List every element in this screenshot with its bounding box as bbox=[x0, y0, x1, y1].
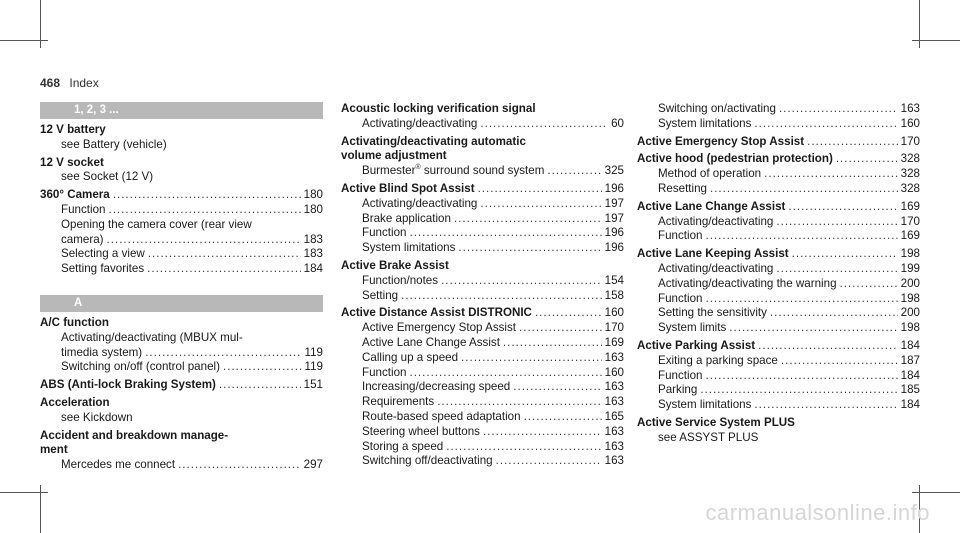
dot-leader bbox=[219, 378, 301, 393]
sub-entry[interactable] bbox=[40, 458, 323, 473]
dot-leader bbox=[705, 292, 897, 307]
index-entry bbox=[341, 135, 624, 179]
entry-heading-text: Active Lane Change Assist bbox=[637, 199, 786, 213]
sub-entry-text: Function bbox=[362, 365, 407, 379]
page-ref[interactable]: 198 bbox=[900, 321, 920, 335]
dot-leader bbox=[524, 410, 602, 425]
page-ref[interactable]: 187 bbox=[900, 353, 920, 367]
sub-entry[interactable] bbox=[341, 380, 624, 395]
entry-heading[interactable] bbox=[637, 339, 920, 354]
entry-heading[interactable] bbox=[637, 247, 920, 262]
page-ref[interactable]: 60 bbox=[611, 116, 624, 130]
sub-entry-text: Function/notes bbox=[362, 273, 439, 287]
page-ref[interactable]: 163 bbox=[604, 454, 624, 468]
sub-entry[interactable] bbox=[341, 336, 624, 351]
dot-leader bbox=[148, 247, 301, 262]
sub-entry[interactable] bbox=[637, 167, 920, 182]
sub-entry-text: System limits bbox=[658, 321, 727, 335]
page-ref[interactable]: 170 bbox=[900, 214, 920, 228]
dot-leader bbox=[108, 203, 300, 218]
page-ref[interactable]: 170 bbox=[900, 134, 920, 148]
entry-heading[interactable] bbox=[40, 123, 323, 138]
sub-entry-text: Route-based speed adaptation bbox=[362, 409, 521, 423]
sub-entry[interactable] bbox=[341, 212, 624, 227]
page-ref[interactable]: 119 bbox=[304, 345, 323, 359]
sub-entry-text: Switching on/off (control panel) bbox=[61, 360, 220, 374]
page-ref[interactable]: 197 bbox=[604, 196, 624, 210]
sub-entry[interactable] bbox=[341, 425, 624, 440]
index-entry bbox=[40, 429, 323, 473]
sub-entry-cont-text: timedia system) bbox=[61, 345, 143, 359]
registered-mark: ® bbox=[415, 164, 421, 172]
dot-leader bbox=[779, 102, 898, 117]
sub-entry-text: Switching on/activating bbox=[658, 102, 776, 115]
sub-entry-text: Setting bbox=[362, 288, 399, 302]
page-ref[interactable]: 119 bbox=[304, 360, 323, 374]
entry-heading-cont-text: volume adjustment bbox=[341, 149, 447, 163]
sub-entry-text-rest: surround sound system bbox=[420, 164, 545, 178]
dot-leader bbox=[754, 117, 897, 132]
sub-entry[interactable] bbox=[637, 383, 920, 398]
dot-leader bbox=[441, 274, 602, 289]
dot-leader bbox=[700, 383, 897, 398]
page-ref[interactable]: 180 bbox=[303, 188, 323, 202]
page-ref[interactable]: 184 bbox=[303, 262, 323, 276]
dot-leader bbox=[788, 200, 897, 215]
page-ref[interactable]: 163 bbox=[604, 424, 624, 438]
sub-entry-text: Storing a speed bbox=[362, 439, 444, 453]
dot-leader bbox=[480, 197, 601, 212]
dot-leader bbox=[483, 425, 602, 440]
dot-leader bbox=[480, 117, 608, 132]
sub-entry[interactable] bbox=[637, 117, 920, 132]
index-entry bbox=[341, 306, 624, 469]
crop-mark bbox=[0, 40, 48, 41]
dot-leader bbox=[145, 346, 301, 361]
dot-leader bbox=[478, 182, 602, 197]
page-ref[interactable]: 169 bbox=[900, 229, 920, 243]
entry-heading-cont-text: ment bbox=[40, 443, 68, 457]
sub-entry[interactable] bbox=[637, 277, 920, 292]
dot-leader bbox=[705, 229, 897, 244]
sub-entry-text: see ASSYST PLUS bbox=[658, 430, 759, 444]
page-ref[interactable]: 200 bbox=[900, 276, 920, 290]
page-ref[interactable]: 328 bbox=[900, 167, 920, 181]
sub-entry-text: Setting favorites bbox=[61, 262, 145, 276]
page-ref[interactable]: 163 bbox=[604, 350, 624, 364]
page-header bbox=[40, 76, 99, 90]
dot-leader bbox=[446, 440, 601, 455]
index-entry bbox=[637, 102, 920, 132]
entry-heading[interactable] bbox=[40, 188, 323, 203]
entry-heading-text: ABS (Anti-lock Braking System) bbox=[40, 378, 216, 392]
dot-leader bbox=[496, 454, 602, 469]
sub-entry-text: Activating/deactivating bbox=[658, 214, 774, 228]
dot-leader bbox=[535, 306, 602, 321]
entry-heading[interactable] bbox=[341, 259, 624, 274]
page-number: 468 bbox=[40, 76, 61, 90]
page-ref[interactable]: 163 bbox=[900, 102, 920, 115]
sub-entry[interactable]: Opening the camera cover (rear view bbox=[61, 217, 252, 231]
sub-entry-text: System limitations bbox=[362, 241, 456, 255]
sub-entry[interactable] bbox=[341, 410, 624, 425]
page-ref[interactable]: 160 bbox=[900, 116, 920, 130]
sub-entry[interactable] bbox=[341, 226, 624, 241]
dot-leader bbox=[792, 247, 898, 262]
entry-heading-cont[interactable] bbox=[341, 149, 624, 164]
page-ref[interactable]: 325 bbox=[604, 164, 624, 178]
index-entry bbox=[40, 123, 323, 153]
page-ref[interactable]: 154 bbox=[604, 273, 624, 287]
sub-entry[interactable] bbox=[637, 182, 920, 197]
entry-heading-text: 12 V battery bbox=[40, 123, 106, 136]
page-ref[interactable]: 185 bbox=[900, 383, 920, 397]
entry-heading-text: Active Lane Keeping Assist bbox=[637, 247, 789, 261]
page-ref[interactable]: 196 bbox=[604, 226, 624, 240]
dot-leader bbox=[754, 398, 897, 413]
page-ref[interactable]: 151 bbox=[303, 378, 323, 392]
dot-leader bbox=[458, 241, 601, 256]
entry-heading-text: 12 V socket bbox=[40, 155, 104, 169]
sub-entry[interactable] bbox=[637, 398, 920, 413]
dot-leader bbox=[147, 262, 301, 277]
dot-leader bbox=[401, 289, 602, 304]
dot-leader bbox=[705, 369, 897, 384]
entry-heading[interactable] bbox=[40, 378, 323, 393]
dot-leader bbox=[113, 188, 301, 203]
sub-entry[interactable] bbox=[637, 102, 920, 117]
entry-heading-text: Acoustic locking verification signal bbox=[341, 102, 536, 115]
page-ref[interactable]: 163 bbox=[604, 395, 624, 409]
page-ref[interactable]: 160 bbox=[604, 306, 624, 320]
dot-leader bbox=[836, 152, 898, 167]
entry-heading: Activating/deactivating automatic bbox=[341, 134, 526, 148]
page-ref[interactable]: 196 bbox=[604, 241, 624, 255]
crop-mark bbox=[0, 492, 48, 493]
page-ref[interactable]: 184 bbox=[900, 398, 920, 412]
index-entry bbox=[637, 152, 920, 196]
sub-entry-text: Function bbox=[61, 202, 106, 216]
page-ref[interactable]: 184 bbox=[900, 338, 920, 352]
sub-entry-text: System limitations bbox=[658, 398, 752, 412]
dot-leader bbox=[503, 336, 602, 351]
sub-entry[interactable] bbox=[637, 215, 920, 230]
index-entry bbox=[40, 378, 323, 393]
index-column-1 bbox=[40, 102, 323, 476]
index-column-2 bbox=[341, 102, 624, 472]
page-ref[interactable]: 196 bbox=[604, 181, 624, 195]
page-ref[interactable]: 200 bbox=[900, 306, 920, 320]
page-ref[interactable]: 170 bbox=[604, 321, 624, 335]
entry-heading-text: Active Emergency Stop Assist bbox=[637, 134, 805, 148]
sub-entry[interactable] bbox=[637, 262, 920, 277]
dot-leader bbox=[107, 233, 301, 248]
page-ref[interactable]: 297 bbox=[303, 458, 323, 472]
crop-mark bbox=[912, 492, 960, 493]
sub-entry-text: see Battery (vehicle) bbox=[61, 137, 167, 151]
sub-entry[interactable] bbox=[637, 229, 920, 244]
section-title: Index bbox=[69, 76, 99, 90]
sub-entry-text: Activating/deactivating bbox=[362, 196, 478, 210]
watermark: carmanualsonline.info bbox=[705, 500, 930, 525]
entry-heading-text: Active Service System PLUS bbox=[637, 415, 795, 429]
dot-leader bbox=[781, 354, 898, 369]
sub-entry[interactable] bbox=[341, 164, 624, 179]
entry-heading[interactable] bbox=[341, 102, 624, 117]
sub-entry-text: Activating/deactivating bbox=[658, 261, 774, 275]
index-entry bbox=[637, 135, 920, 150]
index-entry bbox=[637, 339, 920, 413]
sub-entry[interactable] bbox=[637, 369, 920, 384]
crop-mark bbox=[912, 40, 960, 41]
sub-entry-text: Switching off/deactivating bbox=[362, 454, 493, 468]
dot-leader bbox=[437, 395, 601, 410]
sub-entry[interactable]: Activating/deactivating (MBUX mul- bbox=[61, 330, 243, 344]
entry-heading-text: Active Parking Assist bbox=[637, 338, 756, 352]
page-ref[interactable]: 328 bbox=[900, 181, 920, 195]
dot-leader bbox=[461, 351, 602, 366]
entry-heading: Accident and breakdown manage- bbox=[40, 428, 229, 442]
sub-entry-text: Activating/deactivating bbox=[362, 116, 478, 130]
index-entry bbox=[637, 200, 920, 244]
dot-leader bbox=[807, 135, 898, 150]
entry-heading-text: 360° Camera bbox=[40, 188, 110, 202]
index-entry bbox=[341, 182, 624, 256]
sub-entry[interactable] bbox=[341, 197, 624, 212]
sub-entry[interactable] bbox=[40, 360, 323, 375]
index-entry bbox=[40, 396, 323, 426]
sub-entry-text: Burmester® surround sound system bbox=[362, 164, 545, 178]
dot-leader bbox=[409, 226, 601, 241]
sub-entry-cont[interactable] bbox=[40, 346, 323, 361]
sub-entry-text: see Socket (12 V) bbox=[61, 170, 154, 184]
page-ref[interactable]: 198 bbox=[900, 247, 920, 261]
page-ref[interactable]: 328 bbox=[900, 152, 920, 166]
sub-entry-text: Requirements bbox=[362, 395, 435, 409]
sub-entry-text: Method of operation bbox=[658, 167, 762, 181]
entry-heading-text: Active Blind Spot Assist bbox=[341, 181, 475, 195]
page-ref[interactable]: 158 bbox=[604, 288, 624, 302]
index-entry bbox=[40, 316, 323, 375]
sub-entry-text: Increasing/decreasing speed bbox=[362, 380, 511, 394]
sub-entry-cont-text: camera) bbox=[61, 232, 104, 246]
page-ref[interactable]: 163 bbox=[604, 439, 624, 453]
dot-leader bbox=[513, 380, 601, 395]
letter-heading: A bbox=[40, 295, 323, 312]
dot-leader bbox=[519, 321, 602, 336]
page-ref[interactable]: 160 bbox=[604, 365, 624, 379]
sub-entry[interactable] bbox=[40, 411, 323, 426]
sub-entry-text: Brake application bbox=[362, 211, 451, 225]
entry-heading-text: A/C function bbox=[40, 315, 109, 329]
entry-heading[interactable] bbox=[637, 200, 920, 215]
page-ref[interactable]: 165 bbox=[604, 409, 624, 423]
page-ref[interactable]: 183 bbox=[303, 232, 323, 246]
sub-entry[interactable] bbox=[341, 241, 624, 256]
entry-heading-text: Active Brake Assist bbox=[341, 258, 449, 272]
entry-heading[interactable] bbox=[341, 182, 624, 197]
sub-entry-text: Steering wheel buttons bbox=[362, 424, 480, 438]
sub-entry-text: see Kickdown bbox=[61, 410, 133, 424]
sub-entry-text: Active Lane Change Assist bbox=[362, 335, 500, 349]
dot-leader bbox=[547, 164, 601, 179]
page-ref[interactable]: 163 bbox=[604, 380, 624, 394]
page-ref[interactable]: 198 bbox=[900, 291, 920, 305]
sub-entry[interactable] bbox=[341, 351, 624, 366]
entry-heading-text: Active hood (pedestrian protection) bbox=[637, 152, 833, 166]
page-ref[interactable]: 169 bbox=[604, 335, 624, 349]
index-entry bbox=[40, 156, 323, 186]
sub-entry[interactable] bbox=[637, 431, 920, 446]
index-entry bbox=[341, 102, 624, 132]
dot-leader bbox=[776, 215, 897, 230]
sub-entry[interactable] bbox=[341, 366, 624, 381]
sub-entry-text: Function bbox=[658, 368, 703, 382]
sub-entry[interactable] bbox=[341, 289, 624, 304]
sub-entry-text: Active Emergency Stop Assist bbox=[362, 321, 517, 335]
sub-entry[interactable] bbox=[341, 274, 624, 289]
page-ref[interactable]: 183 bbox=[303, 247, 323, 261]
sub-entry-text: Function bbox=[658, 229, 703, 243]
page-ref[interactable]: 180 bbox=[303, 202, 323, 216]
dot-leader bbox=[710, 182, 898, 197]
entry-heading[interactable] bbox=[341, 306, 624, 321]
letter-heading: 1, 2, 3 ... bbox=[40, 102, 323, 119]
dot-leader bbox=[770, 306, 898, 321]
dot-leader bbox=[178, 458, 301, 473]
sub-entry-text: Calling up a speed bbox=[362, 350, 459, 364]
sub-entry[interactable] bbox=[40, 170, 323, 185]
entry-heading-text: Active Distance Assist DISTRONIC bbox=[341, 306, 532, 320]
index-entry bbox=[341, 259, 624, 303]
entry-heading-text: Acceleration bbox=[40, 395, 110, 409]
dot-leader bbox=[840, 277, 898, 292]
sub-entry[interactable] bbox=[341, 117, 624, 132]
sub-entry[interactable] bbox=[637, 292, 920, 307]
sub-entry[interactable] bbox=[341, 440, 624, 455]
dot-leader bbox=[409, 366, 601, 381]
entry-heading[interactable] bbox=[40, 156, 323, 171]
sub-entry-text: Activating/deactivating the warning bbox=[658, 276, 837, 290]
dot-leader bbox=[764, 167, 898, 182]
page-ref[interactable]: 199 bbox=[900, 261, 920, 275]
sub-entry-text: Selecting a view bbox=[61, 247, 145, 261]
dot-leader bbox=[776, 262, 897, 277]
page-ref[interactable]: 197 bbox=[604, 211, 624, 225]
sub-entry-cont[interactable] bbox=[40, 233, 323, 248]
sub-entry[interactable] bbox=[40, 247, 323, 262]
entry-heading[interactable] bbox=[40, 316, 323, 331]
index-entry bbox=[40, 188, 323, 277]
sub-entry[interactable] bbox=[637, 306, 920, 321]
sub-entry[interactable] bbox=[40, 262, 323, 277]
entry-heading[interactable] bbox=[637, 135, 920, 150]
index-column-3 bbox=[637, 102, 920, 449]
sub-entry-text: System limitations bbox=[658, 116, 752, 130]
page-ref[interactable]: 169 bbox=[900, 199, 920, 213]
index-entry bbox=[637, 247, 920, 336]
entry-heading[interactable] bbox=[637, 152, 920, 167]
sub-entry-text: Parking bbox=[658, 383, 698, 397]
dot-leader bbox=[729, 321, 897, 336]
index-entry bbox=[637, 416, 920, 446]
sub-entry[interactable] bbox=[637, 321, 920, 336]
sub-entry[interactable] bbox=[341, 454, 624, 469]
sub-entry[interactable] bbox=[637, 354, 920, 369]
sub-entry[interactable] bbox=[40, 203, 323, 218]
sub-entry-text: Setting the sensitivity bbox=[658, 306, 767, 320]
sub-entry-text: Function bbox=[362, 226, 407, 240]
sub-entry[interactable] bbox=[341, 395, 624, 410]
sub-entry[interactable] bbox=[40, 138, 323, 153]
sub-entry-text: Exiting a parking space bbox=[658, 353, 778, 367]
sub-entry-text: Resetting bbox=[658, 181, 707, 195]
sub-entry-text: Function bbox=[658, 291, 703, 305]
entry-heading[interactable] bbox=[637, 416, 920, 431]
dot-leader bbox=[454, 212, 602, 227]
sub-entry[interactable] bbox=[341, 321, 624, 336]
dot-leader bbox=[223, 360, 302, 375]
page-ref[interactable]: 184 bbox=[900, 368, 920, 382]
dot-leader bbox=[758, 339, 898, 354]
entry-heading[interactable] bbox=[40, 396, 323, 411]
entry-heading-cont[interactable] bbox=[40, 443, 323, 458]
sub-entry-text: Mercedes me connect bbox=[61, 458, 176, 472]
